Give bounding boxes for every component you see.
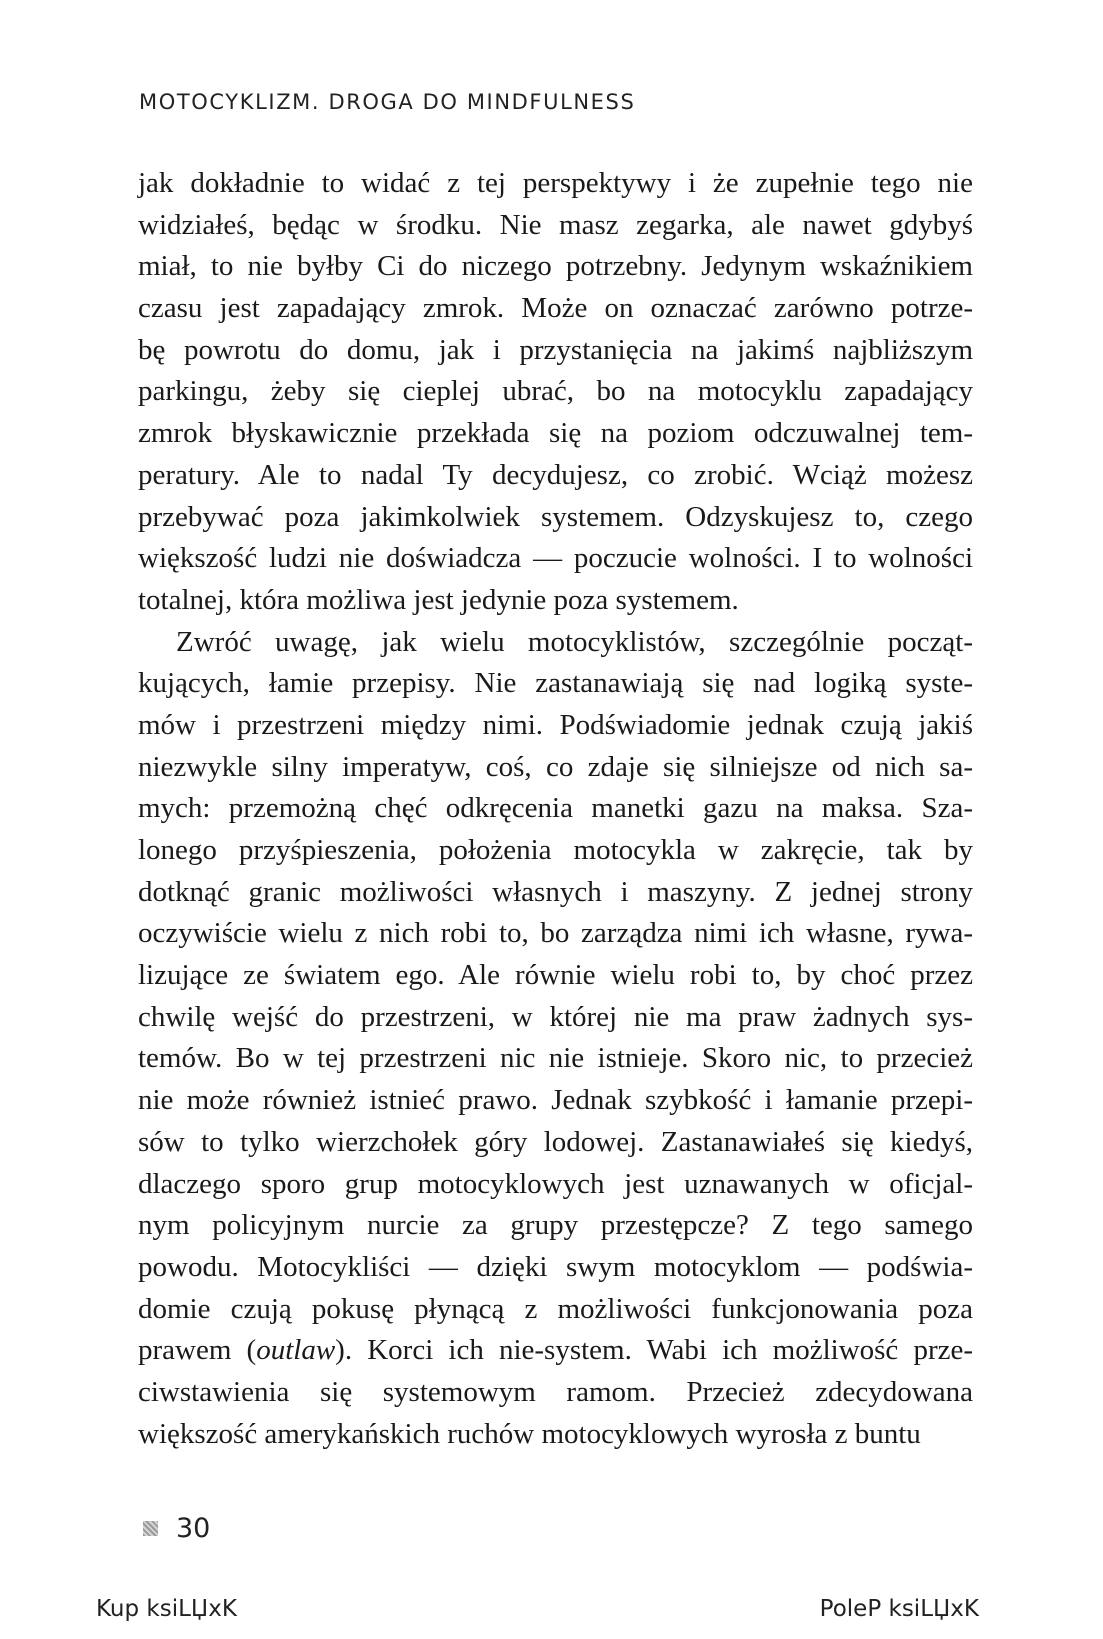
page-number: 30	[176, 1513, 211, 1544]
text-line: domie czują pokusę płynącą z możliwości funkcjonowania poza	[138, 1292, 973, 1325]
text-line: totalnej, która możliwa jest jedynie poza systemem.	[138, 583, 739, 616]
text-line: mów i przestrzeni między nimi. Podświadomie jednak czują jakiś	[138, 708, 973, 741]
square-mark-icon	[143, 1521, 158, 1536]
buy-book-link[interactable]: Kup ksiLЏxK	[96, 1596, 237, 1622]
page-number-block	[143, 1513, 210, 1544]
text-line: bę powrotu do domu, jak i przystanięcia na jakimś najbliższym	[138, 333, 973, 366]
text-line: prawem (outlaw). Korci ich nie-system. Wabi ich możliwość prze-	[138, 1334, 973, 1367]
text-line: jak dokładnie to widać z tej perspektywy i że zupełnie tego nie	[138, 167, 973, 199]
text-line: widziałeś, będąc w środku. Nie masz zegarka, ale nawet gdybyś	[138, 208, 973, 241]
text-line: parkingu, żeby się cieplej ubrać, bo na motocyklu zapadający	[138, 375, 973, 408]
text-line: zmrok błyskawicznie przekłada się na poziom odczuwalnej tem-	[138, 417, 973, 450]
text-line: oczywiście wielu z nich robi to, bo zarządza nimi ich własne, rywa-	[138, 917, 973, 950]
text-line: peratury. Ale to nadal Ty decydujesz, co zrobić. Wciąż możesz	[138, 458, 973, 491]
text-line: kujących, łamie przepisy. Nie zastanawiają się nad logiką syste-	[138, 667, 973, 700]
text-line: temów. Bo w tej przestrzeni nic nie istnieje. Skoro nic, to przecież	[138, 1042, 973, 1075]
text-line: dlaczego sporo grup motocyklowych jest uznawanych w oficjal-	[138, 1167, 973, 1200]
text-line: sów to tylko wierzchołek góry lodowej. Zastanawiałeś się kiedyś,	[138, 1125, 973, 1158]
body-text	[138, 163, 973, 1455]
text-line: nie może również istnieć prawo. Jednak szybkość i łamanie przepi-	[138, 1084, 973, 1117]
text-line: dotknąć granic możliwości własnych i maszyny. Z jednej strony	[138, 875, 973, 908]
recommend-book-link[interactable]: PoleP ksiLЏxK	[819, 1596, 979, 1622]
text-line: większość amerykańskich ruchów motocyklowych wyrosła z buntu	[138, 1417, 921, 1450]
text-line: powodu. Motocykliści — dzięki swym motocyklom — podświa-	[138, 1250, 973, 1283]
text-line: miał, to nie byłby Ci do niczego potrzebny. Jedynym wskaźnikiem	[138, 250, 973, 283]
text-line: lonego przyśpieszenia, położenia motocykla w zakręcie, tak by	[138, 834, 973, 866]
text-line: mych: przemożną chęć odkręcenia manetki gazu na maksa. Sza-	[138, 792, 973, 825]
text-line: większość ludzi nie doświadcza — poczucie wolności. I to wolności	[138, 542, 973, 575]
text-line: chwilę wejść do przestrzeni, w której nie ma praw żadnych sys-	[138, 1000, 973, 1033]
text-line: niezwykle silny imperatyw, coś, co zdaje się silniejsze od nich sa-	[138, 750, 973, 783]
running-head-title: MOTOCYKLIZM. DROGA DO MINDFULNESS	[139, 90, 636, 114]
text-line: czasu jest zapadający zmrok. Może on oznaczać zarówno potrze-	[138, 292, 973, 325]
text-line: przebywać poza jakimkolwiek systemem. Odzyskujesz to, czego	[138, 500, 973, 533]
text-line: nym policyjnym nurcie za grupy przestępcze? Z tego samego	[138, 1209, 973, 1242]
text-line: lizujące ze światem ego. Ale równie wielu robi to, by choć przez	[138, 959, 973, 992]
text-line: ciwstawienia się systemowym ramom. Przecież zdecydowana	[138, 1375, 973, 1408]
text-line: Zwróć uwagę, jak wielu motocyklistów, szczególnie począt-	[176, 625, 973, 658]
